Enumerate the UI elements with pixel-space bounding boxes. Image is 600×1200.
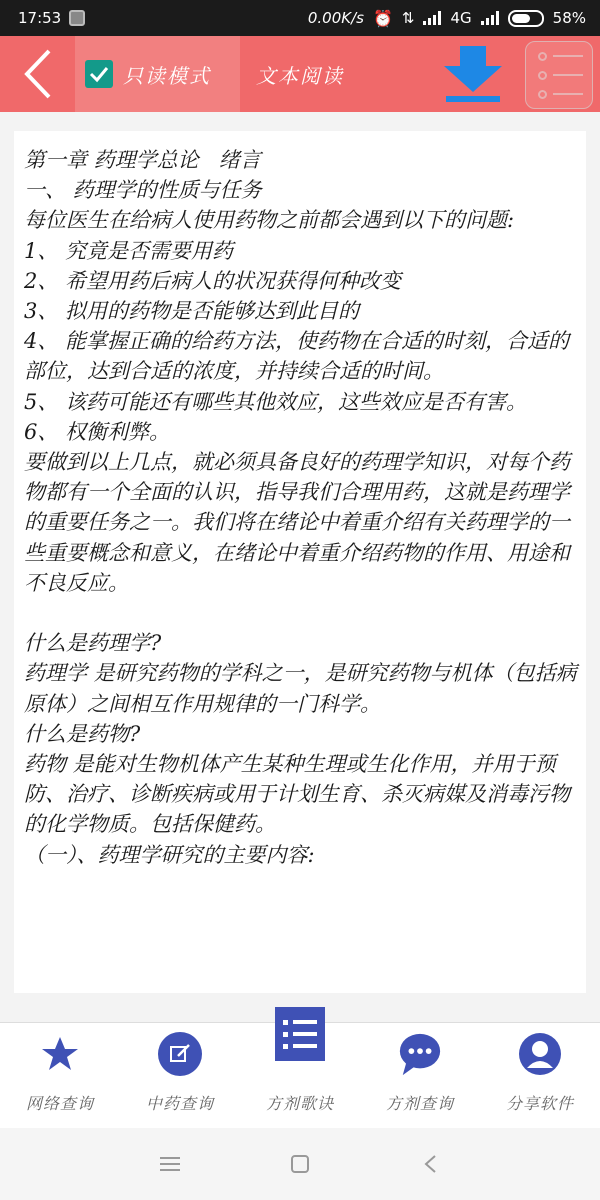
status-time: 17:53: [18, 9, 62, 27]
nav-item-network-query[interactable]: [0, 1023, 120, 1129]
net-speed: 0.00K/s: [307, 9, 364, 27]
nav-label: 方剂查询: [385, 1094, 454, 1113]
article-text: 第一章 药理学总论 绪言 一、 药理学的性质与任务 每位医生在给病人使用药物之前都会遇到以下的问题: 1、 究竟是否需要用药 2、 希望用药后病人的状况获得何种改变 3、 拟用的药物是否能够达到此目的 4、 能掌握正确的给药方法，使药物在合适的时刻，合适的部位，达到合适的浓度，并持续合适的时间。 5、 该药可能还有哪些其他效应，这些效应是否有害。 6、 权衡利弊。 要做到以上几点，就必须具备良好的药理学知识，对每个药物都有一个全面的认识，指导我们合理用药，这就是药理学的重要任务之一。我们将在绪论中着重介绍有关药理学的一些重要概念和意义，在绪论中着重介绍药物的作用、用途和不良反应。 什么是药理学? 药理学 是研究药物的学科之一，是研究药物与机体（包括病原体）之间相互作用规律的一门科学。 什么是药物? 药物 是能对生物机体产生某种生理或生化作用，并用于预防、治疗、诊断疾病或用于计划生育、杀灭病媒及消毒污物的化学物质。包括保健药。 （一）、药理学研究的主要内容:: [24, 148, 577, 867]
user-icon: [517, 1031, 563, 1077]
readonly-mode-toggle[interactable]: [75, 36, 240, 112]
list-icon: [275, 1007, 325, 1061]
nav-item-herb-query[interactable]: [120, 1023, 240, 1129]
text-read-label: 文本阅读: [256, 63, 344, 88]
status-right: [308, 9, 586, 28]
nav-label: 方剂歌诀: [265, 1094, 334, 1113]
bottom-nav: [0, 1022, 600, 1128]
readonly-label: 只读模式: [123, 63, 211, 88]
content-card[interactable]: [14, 131, 586, 993]
chat-icon: [397, 1031, 443, 1077]
signal-icon: [423, 11, 441, 25]
notification-icon: [69, 10, 85, 26]
star-icon: [37, 1031, 83, 1077]
check-icon: [88, 63, 110, 85]
battery-level: 58%: [552, 9, 586, 27]
download-icon: [440, 42, 506, 106]
signal-icon-2: [481, 11, 499, 25]
network-type: 4G: [450, 9, 472, 27]
status-bar: [0, 0, 600, 36]
readonly-checkbox[interactable]: [85, 60, 113, 88]
nav-item-formula-query[interactable]: [360, 1023, 480, 1129]
menu-icon-row: [538, 52, 592, 61]
back-icon[interactable]: [410, 1144, 450, 1184]
back-button[interactable]: [0, 36, 75, 112]
top-toolbar: [0, 36, 600, 112]
battery-icon: [508, 10, 544, 27]
download-button[interactable]: [440, 42, 506, 106]
nav-label: 中药查询: [145, 1094, 214, 1113]
nav-item-formula-verse[interactable]: [240, 1023, 360, 1129]
home-icon[interactable]: [280, 1144, 320, 1184]
menu-icon-row: [538, 71, 592, 80]
data-transfer-icon: ⇅: [401, 9, 415, 27]
menu-button[interactable]: [525, 41, 593, 109]
alarm-icon: ⏰: [372, 8, 393, 28]
nav-label: 网络查询: [25, 1094, 94, 1113]
nav-item-share-app[interactable]: [480, 1023, 600, 1129]
nav-label: 分享软件: [505, 1094, 574, 1113]
text-read-tab[interactable]: [240, 36, 410, 112]
menu-icon-row: [538, 90, 592, 99]
chevron-left-icon: [23, 48, 53, 100]
menu-icon[interactable]: [150, 1144, 190, 1184]
edit-icon: [157, 1031, 203, 1077]
system-nav-bar: [0, 1128, 600, 1200]
